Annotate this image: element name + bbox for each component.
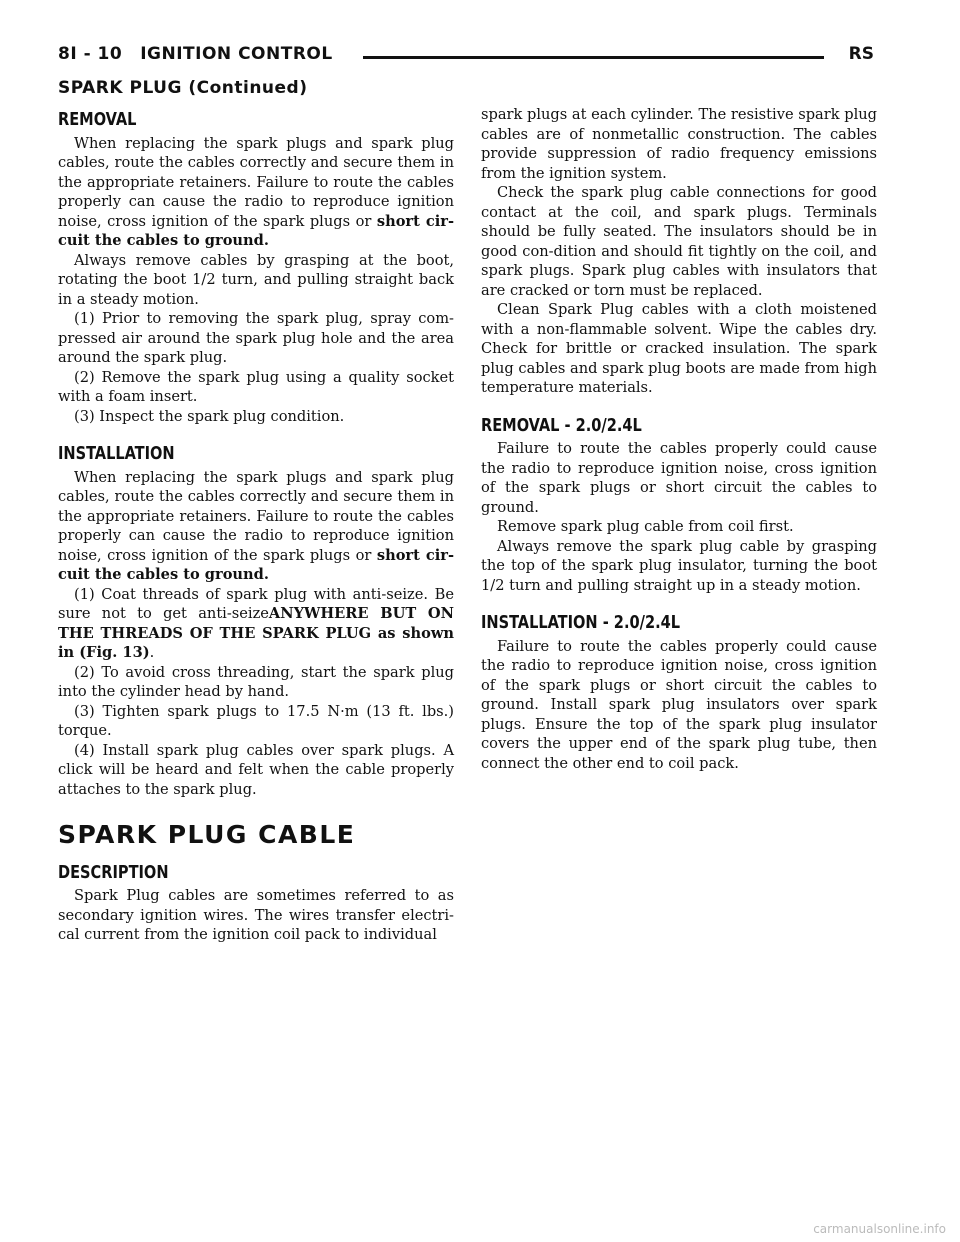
paragraph: (1) Prior to removing the spark plug, spray com-pressed air around the spark plug hole and the area around the spark plug. [58,310,454,366]
paragraph: (3) Tighten spark plugs to 17.5 N·m (13 ft. lbs.) torque. [58,702,454,739]
emphasis: ANYWHERE BUT ON THE THREADS OF THE SPARK PLUG as shown in (Fig. 13) [58,605,454,661]
removal-heading: REMOVAL [58,109,137,130]
continued-heading: SPARK PLUG (Continued) [58,78,308,98]
right-column [481,105,877,773]
section-title: IGNITION CONTROL [140,44,333,64]
paragraph: Spark Plug cables are sometimes referred to as secondary ignition wires. The wires transfer electri-cal current from the ignition coil pack to individual [58,887,454,943]
paragraph: (4) Install spark plug cables over spark plugs. A click will be heard and felt when the cable properly attaches to the spark plug. [58,741,454,798]
left-column [58,110,454,945]
page-number: 8I - 10 [58,44,123,64]
installation-heading: INSTALLATION [58,443,175,464]
installation-2-4l-heading: INSTALLATION - 2.0/2.4L [481,612,681,633]
description-heading: DESCRIPTION [58,861,169,883]
header-left [58,44,333,64]
paragraph: Check the spark plug cable connections for good contact at the coil, and spark plugs. Terminals should be fully seated. The insulators should be in good con-dition and should fit tightly on the coil, and spark plugs. Spark plug cables with insulators that are cracked or torn must be replaced. [481,184,877,299]
paragraph: Remove spark plug cable from coil first. [497,518,794,535]
section-code: RS [848,44,874,64]
paragraph: (2) Remove the spark plug using a quality socket with a foam insert. [58,368,454,405]
paragraph: Clean Spark Plug cables with a cloth moistened with a non-flammable solvent. Wipe the cables dry. Check for brittle or cracked insulation. The spark plug cables and spark plug boots are made from high temperature materials. [481,301,877,396]
page-header [58,44,874,74]
emphasis: short cir-cuit the cables to ground. [58,212,454,249]
watermark: carmanualsonline.info [813,1222,946,1236]
paragraph: When replacing the spark plugs and spark plug cables, route the cables correctly and secure them in the appropriate retainers. Failure to route the cables properly can cause the radio to reproduce ignition noise, cross ignition of the spark plugs or short cir-cuit the cables to ground. [58,134,454,249]
paragraph: Failure to route the cables properly could cause the radio to reproduce ignition noise, cross ignition of the spark plugs or short circuit the cables to ground. [481,440,877,516]
paragraph: spark plugs at each cylinder. The resistive spark plug cables are of nonmetallic construction. The cables provide suppression of radio frequency emissions from the ignition system. [481,106,877,182]
paragraph: Always remove cables by grasping at the boot, rotating the boot 1/2 turn, and pulling straight back in a steady motion. [58,251,454,308]
paragraph: (3) Inspect the spark plug condition. [74,407,345,425]
paragraph: Always remove the spark plug cable by grasping the top of the spark plug insulator, turning the boot 1/2 turn and pulling straight up in a steady motion. [481,537,877,594]
paragraph: Failure to route the cables properly could cause the radio to reproduce ignition noise, cross ignition of the spark plugs or short circuit the cables to ground. Install spark plug insulators over spark plugs. Ensure the top of the spark plug insulator covers the upper end of the spark plug tube, then connect the other end to coil pack. [481,637,877,772]
removal-2-4l-heading: REMOVAL - 2.0/2.4L [481,414,642,436]
spark-plug-cable-heading: SPARK PLUG CABLE [58,820,356,849]
header-rule [363,56,824,59]
emphasis: short cir-cuit the cables to ground. [58,546,454,583]
paragraph: (2) To avoid cross threading, start the spark plug into the cylinder head by hand. [58,663,454,700]
paragraph: (1) Coat threads of spark plug with anti-seize. Be sure not to get anti-seizeANYWHERE BUT ON THE THREADS OF THE SPARK PLUG as shown in (Fig. 13). [58,585,454,661]
paragraph: When replacing the spark plugs and spark plug cables, route the cables correctly and secure them in the appropriate retainers. Failure to route the cables properly can cause the radio to reproduce ignition noise, cross ignition of the spark plugs or short cir-cuit the cables to ground. [58,468,454,583]
